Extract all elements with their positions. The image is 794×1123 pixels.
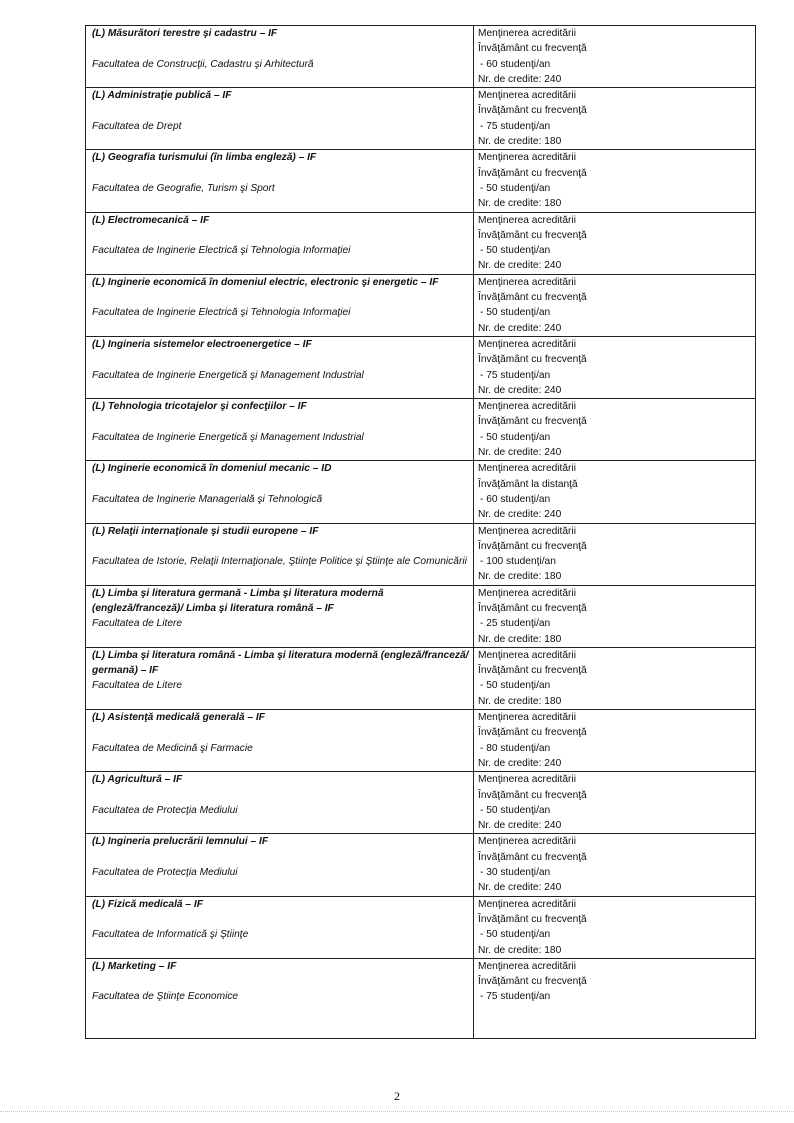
table-row [86,150,756,212]
credit-count: Nr. de credite: 240 [478,820,562,832]
study-mode: Învăţământ cu frecvenţă [478,167,587,179]
student-capacity: - 25 studenţi/an [480,618,551,630]
accreditation-status: Menţinerea acreditării [478,898,576,910]
program-name: (L) Marketing – IF [92,960,177,972]
student-capacity: - 50 studenţi/an [480,929,551,941]
faculty-name: Facultatea de Geografie, Turism şi Sport [92,182,275,194]
faculty-name: Facultatea de Istorie, Relaţii Internaţionale, Ştiinţe Politice şi Ştiinţe ale Comunicării [92,556,467,568]
accreditation-cell [474,274,756,336]
accreditation-cell [474,896,756,958]
table-row [86,212,756,274]
program-name: (L) Relaţii internaţionale şi studii europene – IF [92,525,319,537]
study-mode: Învăţământ cu frecvenţă [478,540,587,552]
program-name: (L) Limba şi literatura germană - Limba şi literatura modernă (engleză/franceză)/ Limba şi literatura română – IF [92,587,384,614]
faculty-name: Facultatea de Inginerie Energetică şi Management Industrial [92,431,364,443]
program-name: (L) Ingineria prelucrării lemnului – IF [92,836,269,848]
study-mode: Învăţământ cu frecvenţă [478,43,587,55]
accreditation-cell [474,399,756,461]
accreditation-status: Menţinerea acreditării [478,649,576,661]
accreditation-status: Menţinerea acreditării [478,774,576,786]
accreditation-status: Menţinerea acreditării [478,712,576,724]
program-name: (L) Ingineria sistemelor electroenergetice – IF [92,338,312,350]
bottom-rule [0,1111,794,1112]
accreditation-cell [474,834,756,896]
program-cell [86,585,474,647]
program-cell [86,212,474,274]
program-name: (L) Măsurători terestre şi cadastru – IF [92,28,278,39]
table-row [86,647,756,709]
student-capacity: - 80 studenţi/an [480,742,551,754]
faculty-name: Facultatea de Inginerie Electrică şi Tehnologia Informaţiei [92,307,351,319]
program-name: (L) Electromecanică – IF [92,214,210,226]
accreditation-cell [474,710,756,772]
credit-count: Nr. de credite: 180 [478,695,562,707]
program-name: (L) Limba şi literatura română - Limba şi literatura modernă (engleză/franceză/ germană) – IF [92,649,469,677]
study-mode: Învăţământ cu frecvenţă [478,851,587,863]
faculty-name: Facultatea de Inginerie Managerială şi Tehnologică [92,493,323,505]
accreditation-cell [474,150,756,212]
credit-count: Nr. de credite: 240 [478,260,562,272]
study-mode: Învăţământ cu frecvenţă [478,292,587,304]
credit-count: Nr. de credite: 240 [478,73,562,85]
program-name: (L) Inginerie economică în domeniul electric, electronic şi energetic – IF [92,276,439,288]
credit-count: Nr. de credite: 180 [478,198,562,210]
study-mode: Învăţământ la distanţă [478,478,578,490]
faculty-name: Facultatea de Protecţia Mediului [92,867,238,879]
program-cell [86,772,474,834]
accreditation-cell [474,461,756,523]
table-row [86,88,756,150]
faculty-name: Facultatea de Litere [92,618,183,630]
study-mode: Învăţământ cu frecvenţă [478,354,587,366]
study-mode: Învăţământ cu frecvenţă [478,229,587,241]
accreditation-status: Menţinerea acreditării [478,276,576,288]
study-mode: Învăţământ cu frecvenţă [478,789,587,801]
study-mode: Învăţământ cu frecvenţă [478,976,587,988]
accreditation-cell [474,523,756,585]
credit-count: Nr. de credite: 180 [478,136,562,148]
student-capacity: - 50 studenţi/an [480,804,551,816]
table-body [86,26,756,1039]
table-row [86,958,756,1038]
table-row [86,772,756,834]
accreditation-status: Menţinerea acreditării [478,214,576,226]
program-name: (L) Agricultură – IF [92,774,183,786]
student-capacity: - 60 studenţi/an [480,493,551,505]
table-row [86,26,756,88]
program-cell [86,274,474,336]
accreditation-cell [474,336,756,398]
table-row [86,274,756,336]
study-mode: Învăţământ cu frecvenţă [478,727,587,739]
program-cell [86,896,474,958]
student-capacity: - 30 studenţi/an [480,867,551,879]
credit-count: Nr. de credite: 180 [478,944,562,956]
accreditation-status: Menţinerea acreditării [478,90,576,102]
credit-count: Nr. de credite: 240 [478,509,562,521]
credit-count: Nr. de credite: 240 [478,882,562,894]
program-cell [86,26,474,88]
student-capacity: - 60 studenţi/an [480,58,551,70]
table-row [86,710,756,772]
program-cell [86,150,474,212]
table-row [86,896,756,958]
student-capacity: - 75 studenţi/an [480,991,551,1003]
accreditation-status: Menţinerea acreditării [478,28,576,39]
faculty-name: Facultatea de Ştiinţe Economice [92,991,239,1003]
program-name: (L) Geografia turismului (în limba engleză) – IF [92,152,317,164]
program-name: (L) Asistenţă medicală generală – IF [92,712,265,724]
credit-count: Nr. de credite: 240 [478,447,562,459]
program-cell [86,523,474,585]
accreditation-status: Menţinerea acreditării [478,587,576,599]
program-cell [86,647,474,709]
accreditation-status: Menţinerea acreditării [478,401,576,413]
faculty-name: Facultatea de Litere [92,680,183,692]
student-capacity: - 50 studenţi/an [480,431,551,443]
program-cell [86,461,474,523]
accreditation-status: Menţinerea acreditării [478,525,576,537]
accreditation-status: Menţinerea acreditării [478,463,576,475]
faculty-name: Facultatea de Protecţia Mediului [92,804,238,816]
faculty-name: Facultatea de Construcţii, Cadastru şi Arhitectură [92,58,314,70]
accreditation-status: Menţinerea acreditării [478,960,576,972]
study-mode: Învăţământ cu frecvenţă [478,665,587,677]
table-row [86,523,756,585]
faculty-name: Facultatea de Inginerie Electrică şi Tehnologia Informaţiei [92,245,351,257]
study-mode: Învăţământ cu frecvenţă [478,913,587,925]
program-cell [86,399,474,461]
accreditation-cell [474,212,756,274]
accreditation-cell [474,647,756,709]
program-name: (L) Tehnologia tricotajelor şi confecţiilor – IF [92,401,307,413]
student-capacity: - 50 studenţi/an [480,245,551,257]
faculty-name: Facultatea de Drept [92,120,182,132]
table-row [86,585,756,647]
program-name: (L) Administraţie publică – IF [92,90,232,102]
study-mode: Învăţământ cu frecvenţă [478,602,587,614]
accreditation-cell [474,585,756,647]
faculty-name: Facultatea de Medicină şi Farmacie [92,742,253,754]
program-name: (L) Fizică medicală – IF [92,898,203,910]
faculty-name: Facultatea de Inginerie Energetică şi Management Industrial [92,369,364,381]
accreditation-table [85,25,756,1039]
program-cell [86,834,474,896]
study-mode: Învăţământ cu frecvenţă [478,105,587,117]
credit-count: Nr. de credite: 180 [478,633,562,645]
accreditation-cell [474,772,756,834]
program-cell [86,710,474,772]
program-cell [86,88,474,150]
credit-count: Nr. de credite: 240 [478,322,562,334]
accreditation-status: Menţinerea acreditării [478,152,576,164]
faculty-name: Facultatea de Informatică şi Ştiinţe [92,929,249,941]
accreditation-status: Menţinerea acreditării [478,338,576,350]
credit-count: Nr. de credite: 240 [478,384,562,396]
student-capacity: - 50 studenţi/an [480,182,551,194]
student-capacity: - 100 studenţi/an [480,556,556,568]
student-capacity: - 75 studenţi/an [480,369,551,381]
accreditation-cell [474,88,756,150]
credit-count: Nr. de credite: 240 [478,757,562,769]
table-row [86,336,756,398]
student-capacity: - 50 studenţi/an [480,680,551,692]
table-row [86,461,756,523]
page-number: 2 [394,1089,400,1103]
table-row [86,834,756,896]
accreditation-cell [474,958,756,1038]
study-mode: Învăţământ cu frecvenţă [478,416,587,428]
program-name: (L) Inginerie economică în domeniul mecanic – ID [92,463,332,475]
program-cell [86,336,474,398]
table-row [86,399,756,461]
student-capacity: - 50 studenţi/an [480,307,551,319]
accreditation-cell [474,26,756,88]
program-cell [86,958,474,1038]
accreditation-status: Menţinerea acreditării [478,836,576,848]
student-capacity: - 75 studenţi/an [480,120,551,132]
credit-count: Nr. de credite: 180 [478,571,562,583]
